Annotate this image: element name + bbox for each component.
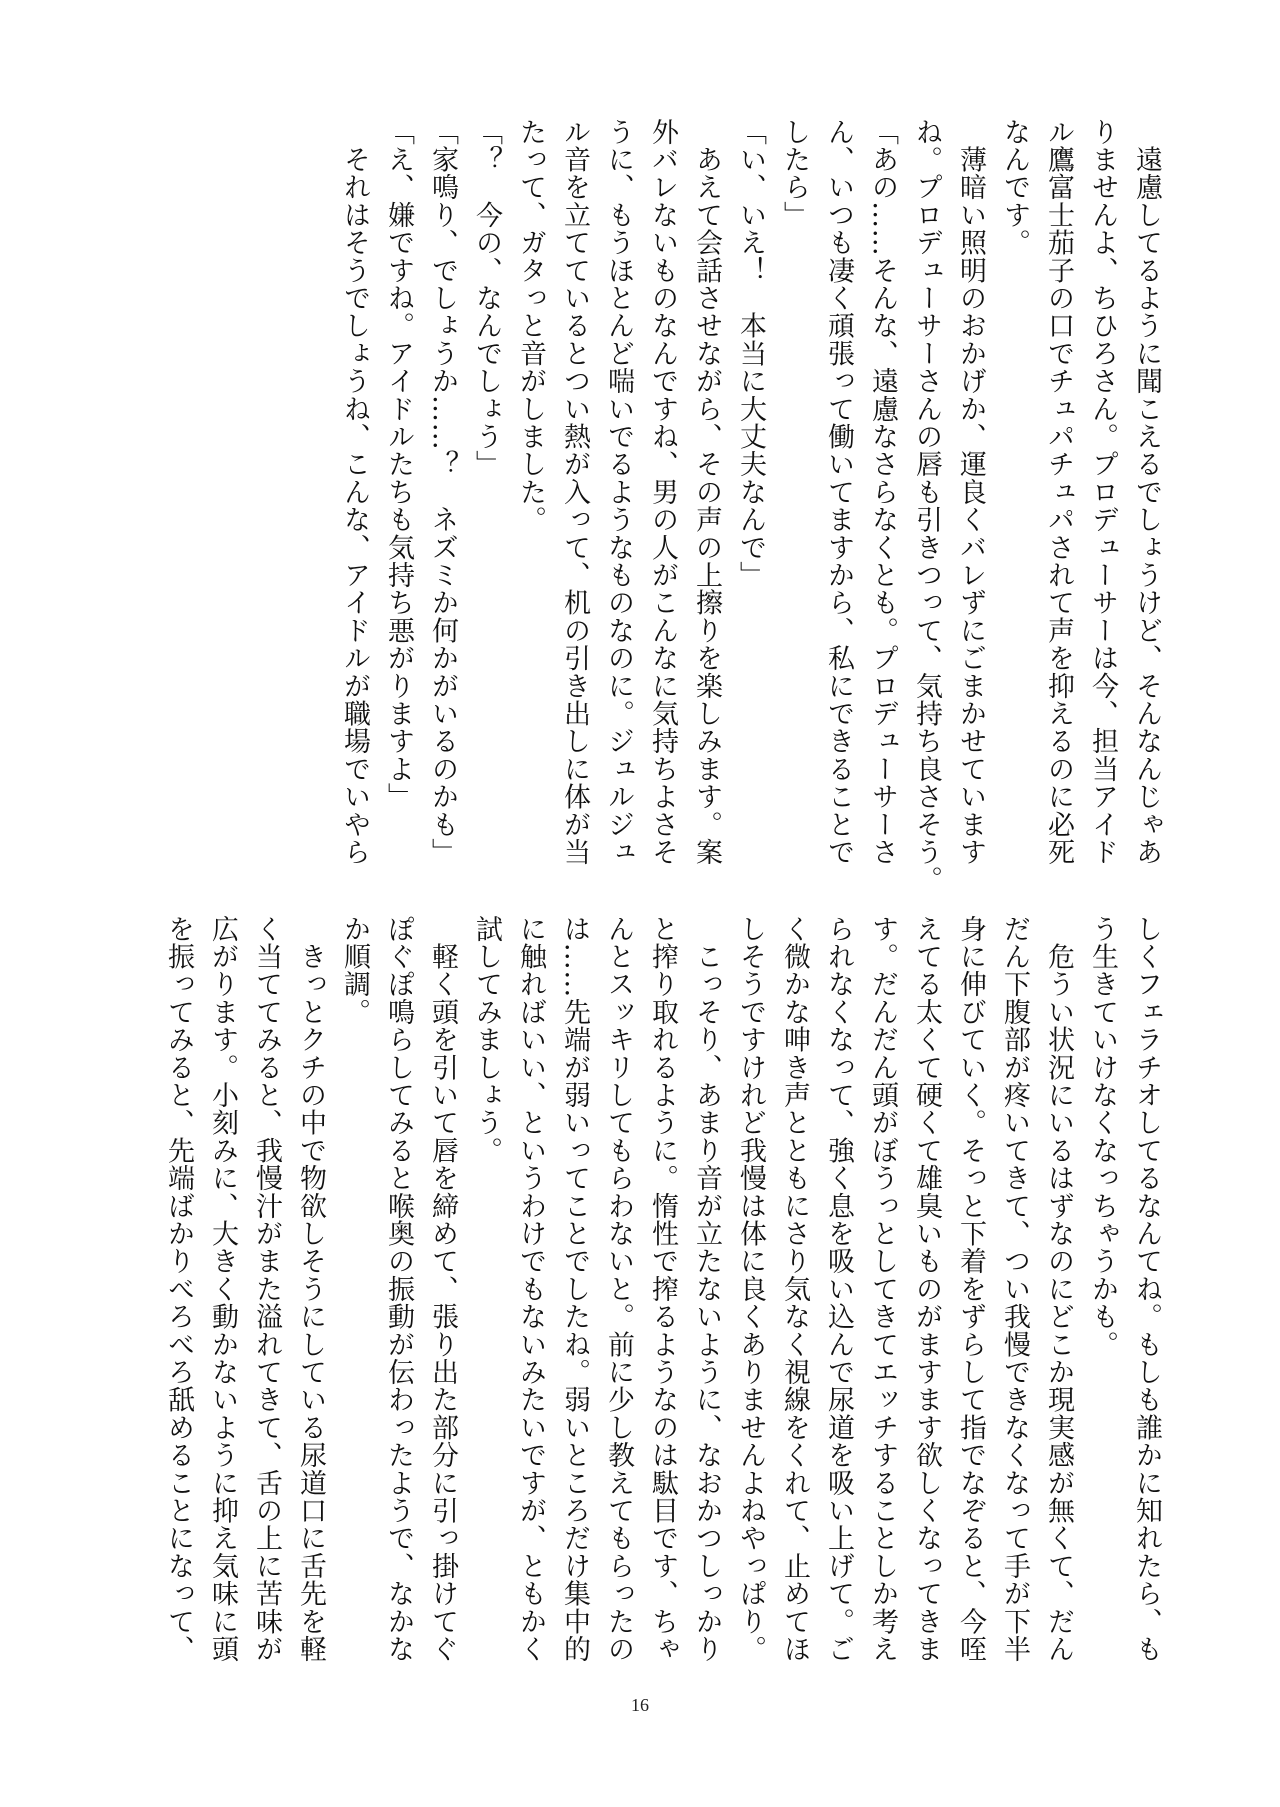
text-column: それはそうでしょうね、こんな、アイドルが職場でいやら (339, 118, 370, 866)
text-column: を振ってみると、先端ばかりべろべろ舐めることになって、 (163, 915, 194, 1663)
text-column: 「？ 今の、なんでしょう」 (471, 118, 502, 479)
text-column: えてる太くて硬くて雄臭いものがますます欲しくなってきま (911, 915, 942, 1663)
text-column: ル音を立てているとつい熱が入って、机の引き出しに体が当 (559, 118, 590, 866)
text-column: 「い、いえ！ 本当に大丈夫なんで」 (735, 118, 766, 589)
text-column: 薄暗い照明のおかげか、運良くバレずにごまかせています (955, 118, 986, 866)
text-column: す。だんだん頭がぼうっとしてきてエッチすることしか考え (867, 915, 898, 1663)
text-column: ぽぐぽ鳴らしてみると喉奥の振動が伝わったようで、なかな (383, 915, 414, 1663)
text-column: 試してみましょう。 (471, 915, 502, 1165)
text-column: か順調。 (339, 915, 370, 1026)
text-column: こっそり、あまり音が立たないように、なおかつしっかり (691, 915, 722, 1663)
text-column: られなくなって、強く息を吸い込んで尿道を吸い上げて。ご (823, 915, 854, 1663)
text-column: りませんよ、ちひろさん。プロデューサーは今、担当アイド (1087, 118, 1118, 866)
page-number: 16 (631, 1695, 649, 1715)
lower-text-block (156, 915, 1168, 1663)
text-column: たって、ガタっと音がしました。 (515, 118, 546, 534)
text-column: 「家鳴り、でしょうか……？ ネズミか何かがいるのかも」 (427, 118, 458, 866)
text-column: く微かな呻き声とともにさり気なく視線をくれて、止めてほ (779, 915, 810, 1663)
text-column: したら」 (779, 118, 810, 229)
text-column: しそうですけれど我慢は体に良くありませんよねやっぱり。 (735, 915, 766, 1663)
text-column: に触ればいい、というわけでもないみたいですが、ともかく (515, 915, 546, 1663)
text-column: ル鷹富士茄子の口でチュパチュパされて声を抑えるのに必死 (1043, 118, 1074, 866)
text-column: だん下腹部が疼いてきて、つい我慢できなくなって手が下半 (999, 915, 1030, 1663)
text-column: うに、もうほとんど喘いでるようなものなのに。ジュルジュ (603, 118, 634, 866)
text-column: 広がります。小刻みに、大きく動かないように抑え気味に頭 (207, 915, 238, 1663)
text-column: なんです。 (999, 118, 1030, 257)
text-column: 危うい状況にいるはずなのにどこか現実感が無くて、だん (1043, 915, 1074, 1663)
text-column: 軽く頭を引いて唇を締めて、張り出た部分に引っ掛けてぐ (427, 915, 458, 1663)
text-column: 外バレないものなんですね、男の人がこんなに気持ちよさそ (647, 118, 678, 866)
text-column: う生きていけなくなっちゃうかも。 (1087, 915, 1118, 1359)
text-column: しくフェラチオしてるなんてね。もしも誰かに知れたら、も (1131, 915, 1162, 1663)
text-column: あえて会話させながら、その声の上擦りを楽しみます。案 (691, 118, 722, 866)
text-column: は……先端が弱いってことでしたね。弱いところだけ集中的 (559, 915, 590, 1663)
text-column: 「あの……そんな、遠慮なさらなくとも。プロデューサーさ (867, 118, 898, 866)
text-column: と搾り取れるように。惰性で搾るようなのは駄目です、ちゃ (647, 915, 678, 1663)
text-column: 「え、嫌ですね。アイドルたちも気持ち悪がりますよ」 (383, 118, 414, 811)
text-column: 遠慮してるように聞こえるでしょうけど、そんなんじゃあ (1131, 118, 1162, 866)
text-column: ん、いつも凄く頑張って働いてますから、私にできることで (823, 118, 854, 866)
text-column: ね。プロデューサーさんの唇も引きつって、気持ち良さそう。 (911, 118, 942, 894)
text-column: 身に伸びていく。そっと下着をずらして指でなぞると、今咥 (955, 915, 986, 1663)
text-column: きっとクチの中で物欲しそうにしている尿道口に舌先を軽 (295, 915, 326, 1663)
upper-text-block (332, 118, 1168, 894)
text-column: んとスッキリしてもらわないと。前に少し教えてもらったの (603, 915, 634, 1663)
text-column: く当ててみると、我慢汁がまた溢れてきて、舌の上に苦味が (251, 915, 282, 1663)
